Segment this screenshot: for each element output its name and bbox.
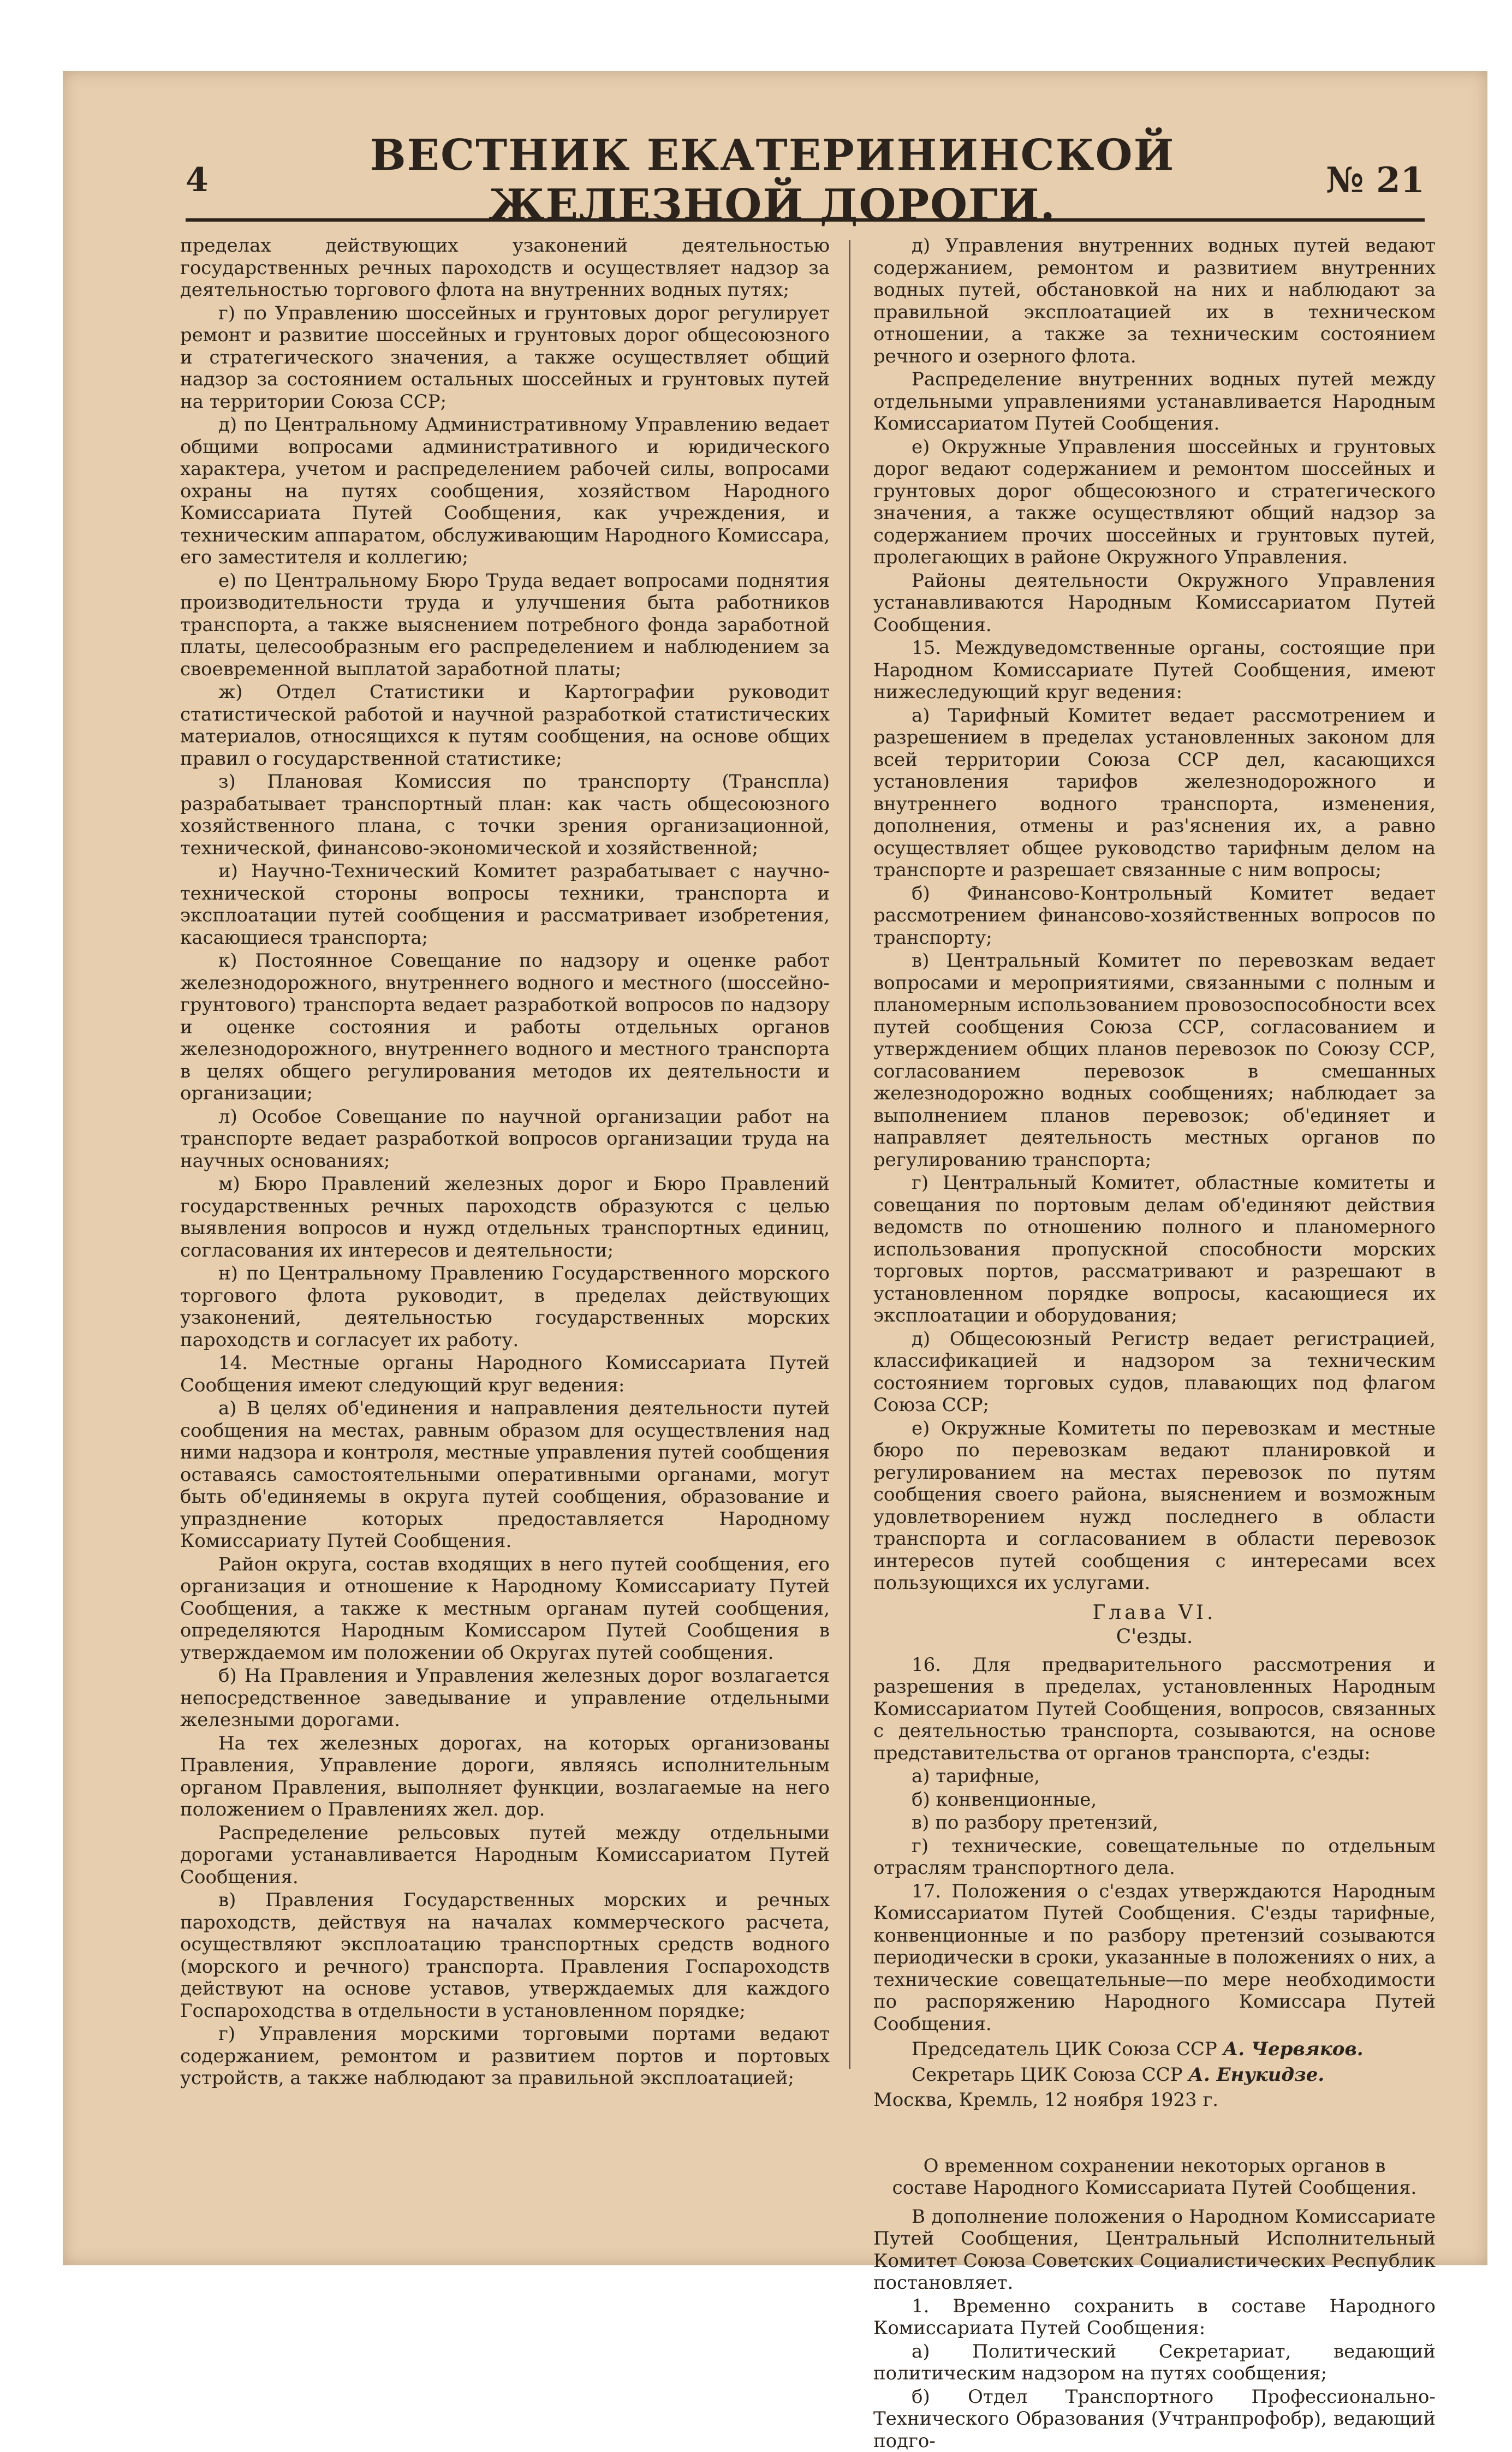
- paragraph: Район округа, состав входящих в него путей сообщения, его организация и отношение к Народному Комиссариату Путей Сообщения, а также к местным органам путей сообщения, определяются Народным Комиссаром Путей Сообщения в утверждаемом им положении об Округах путей сообщения.: [180, 1554, 830, 1664]
- right-column: [873, 235, 1436, 2069]
- signature-role: Секретарь ЦИК Союза ССР: [912, 2064, 1182, 2086]
- paragraph: к) Постоянное Совещание по надзору и оценке работ железнодорожного, внутреннего водного и местного (шоссейно-грунтового) транспорта ведает разработкой вопросов по надзору и оценке состояния и работы отдельных органов железнодорожного, внутреннего водного и местного транспорта в целях общего регулирования методов их деятельности и организации;: [180, 950, 830, 1105]
- paragraph: а) тарифные,: [873, 1765, 1436, 1788]
- paragraph: б) Отдел Транспортного Профессионально-Технического Образования (Учтранпрофобр), ведающий подго-: [873, 2386, 1436, 2452]
- place-date: Москва, Кремль, 12 ноября 1923 г.: [873, 2089, 1436, 2111]
- paragraph: д) Общесоюзный Регистр ведает регистрацией, классификацией и надзором за техническим состоянием торговых судов, плавающих под флагом Союза ССР;: [873, 1328, 1436, 1417]
- paragraph: а) Тарифный Комитет ведает рассмотрением и разрешением в пределах установленных законом для всей территории Союза ССР дел, касающихся установления тарифов железнодорожного и внутреннего водного транспорта, изменения, дополнения, отмены и раз'яснения их, а равно осуществляет общее руководство тарифным делом на транспорте и разрешает связанные с ним вопросы;: [873, 705, 1436, 882]
- paragraph: е) по Центральному Бюро Труда ведает вопросами поднятия производительности труда и улучшения быта работников транспорта, а также выяснением потребного фонда заработной платы, целесообразным его распределением и наблюдением за своевременной выплатой заработной платы;: [180, 570, 830, 681]
- issue-number: № 21: [1283, 160, 1425, 201]
- paragraph: б) конвенционные,: [873, 1789, 1436, 1811]
- decree-title: О временном сохранении некоторых органов в составе Народного Комиссариата Путей Сообщения.: [873, 2155, 1436, 2199]
- paragraph: На тех железных дорогах, на которых организованы Правления, Управление дороги, являясь исполнительным органом Правления, выполняет функции, возлагаемые на него положением о Правлениях жел. дор.: [180, 1733, 830, 1821]
- signature-role: Председатель ЦИК Союза ССР: [912, 2038, 1217, 2060]
- paragraph: н) по Центральному Правлению Государственного морского торгового флота руководит, в пределах действующих узаконений, деятельностью государственных морских пароходств и согласует их работу.: [180, 1263, 830, 1351]
- paragraph: а) В целях об'единения и направления деятельности путей сообщения на местах, равным образом для осуществления над ними надзора и контроля, местные управления путей сообщения оставаясь самостоятельными оперативными органами, могут быть об'единяемы в округа путей сообщения, образование и упразднение которых предоставляется Народному Комиссариату Путей Сообщения.: [180, 1397, 830, 1552]
- chapter-title: Глава VI.: [873, 1602, 1436, 1624]
- paragraph: пределах действующих узаконений деятельностью государственных речных пароходств и осуществляет надзор за деятельностью торгового флота на внутренних водных путях;: [180, 235, 830, 301]
- chapter-subtitle: С'езды.: [873, 1626, 1436, 1648]
- paragraph: Районы деятельности Окружного Управления устанавливаются Народным Комиссариатом Путей Сообщения.: [873, 570, 1436, 636]
- paragraph: 15. Междуведомственные органы, состоящие при Народном Комиссариате Путей Сообщения, имеют нижеследующий круг ведения:: [873, 637, 1436, 704]
- signature-name: А. Червяков.: [1223, 2038, 1364, 2060]
- paragraph: Распределение рельсовых путей между отдельными дорогами устанавливается Народным Комиссариатом Путей Сообщения.: [180, 1822, 830, 1889]
- signature-name: А. Енукидзе.: [1188, 2064, 1324, 2086]
- paragraph: з) Плановая Комиссия по транспорту (Транспла) разрабатывает транспортный план: как часть общесоюзного хозяйственного плана, с точки зрения организационной, технической, финансово-экономической и хозяйственной;: [180, 771, 830, 859]
- paragraph: г) Управления морскими торговыми портами ведают содержанием, ремонтом и развитием портов и портовых устройств, а также наблюдают за правильной эксплоатацией;: [180, 2023, 830, 2090]
- newspaper-title: ВЕСТНИК ЕКАТЕРИНИНСКОЙ ЖЕЛЕЗНОЙ ДОРОГИ.: [262, 130, 1283, 230]
- paragraph: а) Политический Секретариат, ведающий политическим надзором на путях сообщения;: [873, 2341, 1436, 2385]
- paragraph: Распределение внутренних водных путей между отдельными управлениями устанавливается Народным Комиссариатом Путей Сообщения.: [873, 368, 1436, 435]
- paragraph: 16. Для предварительного рассмотрения и разрешения в пределах, установленных Народным Комиссариатом Путей Сообщения, вопросов, связанных с деятельностью транспорта, созываются, на основе представительства от органов транспорта, с'езды:: [873, 1654, 1436, 1765]
- paragraph: ж) Отдел Статистики и Картографии руководит статистической работой и научной разработкой статистических материалов, относящихся к путям сообщения, на основе общих правил о государственной статистике;: [180, 681, 830, 770]
- paragraph: 14. Местные органы Народного Комиссариата Путей Сообщения имеют следующий круг ведения:: [180, 1352, 830, 1396]
- paragraph: в) по разбору претензий,: [873, 1812, 1436, 1834]
- page-header: [186, 142, 1425, 222]
- paragraph: е) Окружные Комитеты по перевозкам и местные бюро по перевозкам ведают планировкой и регулированием на местах перевозок по путям сообщения своего района, выяснением и возможным удовлетворением нужд последнего в области транспорта и согласованием в области перевозок интересов путей сообщения с интересами всех пользующихся их услугами.: [873, 1418, 1436, 1594]
- paragraph: г) технические, совещательные по отдельным отраслям транспортного дела.: [873, 1835, 1436, 1879]
- left-column: [180, 235, 830, 2069]
- paragraph: в) Правления Государственных морских и речных пароходств, действуя на началах коммерческого расчета, осуществляют эксплоатацию транспортных средств водного (морского и речного) транспорта. Правления Госпароходств действуют на основе уставов, утверждаемых для каждого Госпароходства в отдельности в установленном порядке;: [180, 1889, 830, 2022]
- column-divider: [849, 240, 850, 2069]
- paragraph: в) Центральный Комитет по перевозкам ведает вопросами и мероприятиями, связанными с полным и планомерным использованием провозоспособности всех путей сообщения Союза ССР, согласованием и утверждением общих планов перевозок по Союзу ССР, согласованием перевозок в смешанных железнодорожно водных сообщениях; наблюдает за выполнением планов перевозок; об'единяет и направляет деятельность местных органов по регулированию транспорта;: [873, 950, 1436, 1171]
- paragraph: и) Научно-Технический Комитет разрабатывает с научно-технической стороны вопросы техники, транспорта и эксплоатации путей сообщения и рассматривает изобретения, касающиеся транспорта;: [180, 860, 830, 949]
- paragraph: е) Окружные Управления шоссейных и грунтовых дорог ведают содержанием и ремонтом шоссейных и грунтовых дорог общесоюзного и стратегического значения, а также осуществляют общий надзор за содержанием прочих шоссейных и грунтовых путей, пролегающих в районе Окружного Управления.: [873, 436, 1436, 569]
- paragraph: 1. Временно сохранить в составе Народного Комиссариата Путей Сообщения:: [873, 2295, 1436, 2340]
- paragraph: г) по Управлению шоссейных и грунтовых дорог регулирует ремонт и развитие шоссейных и грунтовых дорог общесоюзного и стратегического значения, а также осуществляет общий надзор за состоянием остальных шоссейных и грунтовых путей на территории Союза ССР;: [180, 302, 830, 413]
- page-number: 4: [186, 161, 262, 199]
- signature-line: [873, 2064, 1436, 2086]
- signature-line: [873, 2038, 1436, 2061]
- paragraph: 17. Положения о с'ездах утверждаются Народным Комиссариатом Путей Сообщения. С'езды тарифные, конвенционные и по разбору претензий созываются периодически в сроки, указанные в положениях о них, а технические совещательные—по мере необходимости по распоряжению Народного Комиссара Путей Сообщения.: [873, 1880, 1436, 2036]
- paragraph: д) по Центральному Административному Управлению ведает общими вопросами административного и юридического характера, учетом и распределением рабочей силы, вопросами охраны на путях сообщения, хозяйством Народного Комиссариата Путей Сообщения, как учреждения, и техническим аппаратом, обслуживающим Народного Комиссара, его заместителя и коллегию;: [180, 414, 830, 569]
- paragraph: л) Особое Совещание по научной организации работ на транспорте ведает разработкой вопросов организации труда на научных основаниях;: [180, 1106, 830, 1173]
- paragraph: м) Бюро Правлений железных дорог и Бюро Правлений государственных речных пароходств образуются с целью выявления вопросов и нужд отдельных транспортных единиц, согласования их интересов и деятельности;: [180, 1173, 830, 1261]
- paragraph: В дополнение положения о Народном Комиссариате Путей Сообщения, Центральный Исполнительный Комитет Союза Советских Социалистических Республик постановляет.: [873, 2206, 1436, 2294]
- paragraph: б) На Правления и Управления железных дорог возлагается непосредственное заведывание и управление отдельными железными дорогами.: [180, 1665, 830, 1731]
- paragraph: г) Центральный Комитет, областные комитеты и совещания по портовым делам об'единяют действия ведомств по отношению полного и планомерного использования пропускной способности морских торговых портов, рассматривают и разрешают в установленном порядке вопросы, касающиеся их эксплоатации и оборудования;: [873, 1172, 1436, 1327]
- paragraph: д) Управления внутренних водных путей ведают содержанием, ремонтом и развитием внутренних водных путей, обстановкой на них и наблюдают за правильной эксплоатацией их в техническом отношении, а также за техническим состоянием речного и озерного флота.: [873, 235, 1436, 367]
- paragraph: б) Финансово-Контрольный Комитет ведает рассмотрением финансово-хозяйственных вопросов по транспорту;: [873, 883, 1436, 949]
